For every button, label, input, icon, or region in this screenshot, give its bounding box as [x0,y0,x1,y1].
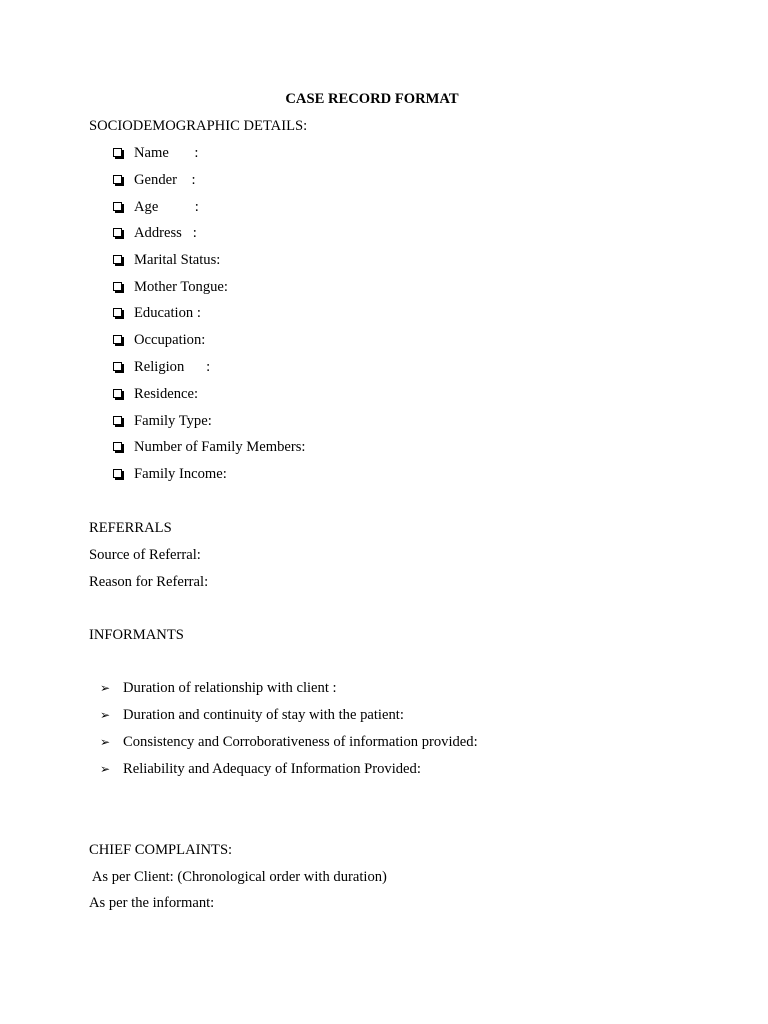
arrow-bullet-icon: ➢ [100,708,111,722]
document-title: CASE RECORD FORMAT [285,91,459,107]
source-of-referral: Source of Referral: [89,547,201,563]
checkbox-square-icon [113,362,122,371]
as-per-client: As per Client: (Chronological order with duration) [89,869,387,885]
checkbox-square-icon [113,442,122,451]
checkbox-square-icon [113,389,122,398]
list-item-label: Mother Tongue: [134,279,228,295]
list-item [111,305,201,325]
list-item [111,145,199,165]
list-item-label: Reliability and Adequacy of Information Provided: [123,761,421,777]
list-item [111,172,196,192]
list-item [100,761,421,829]
list-item [111,466,227,486]
checkbox-square-icon [113,416,122,425]
list-item [111,332,206,352]
sociodemographic-heading: SOCIODEMOGRAPHIC DETAILS: [89,118,308,134]
arrow-bullet-icon: ➢ [100,735,111,749]
list-item [111,279,228,299]
list-item-label: Consistency and Corroborativeness of information provided: [123,734,478,750]
list-item [111,225,197,245]
checkbox-square-icon [113,228,122,237]
list-item [111,413,212,433]
checkbox-square-icon [113,148,122,157]
checkbox-square-icon [113,202,122,211]
list-item-label: Family Income: [134,466,227,482]
list-item-label: Gender : [134,172,196,188]
checkbox-square-icon [113,469,122,478]
list-item-label: Occupation: [134,332,206,348]
list-item-label: Address : [134,225,197,241]
checkbox-square-icon [113,308,122,317]
list-item-label: Education : [134,305,201,321]
as-per-informant: As per the informant: [89,895,215,911]
list-item-label: Duration of relationship with client : [123,680,337,696]
checkbox-square-icon [113,175,122,184]
list-item-label: Duration and continuity of stay with the patient: [123,707,404,723]
checkbox-square-icon [113,335,122,344]
list-item [111,359,211,379]
checkbox-square-icon [113,255,122,264]
list-item-label: Religion : [134,359,211,375]
list-item-label: Residence: [134,386,199,402]
list-item-label: Name : [134,145,199,161]
arrow-bullet-icon: ➢ [100,681,111,695]
list-item-label: Age : [134,199,199,215]
reason-for-referral: Reason for Referral: [89,574,209,590]
list-item-label: Number of Family Members: [134,439,306,455]
list-item-label: Family Type: [134,413,212,429]
referrals-heading: REFERRALS [89,520,172,536]
list-item [111,199,199,219]
list-item [111,386,199,406]
list-item-label: Marital Status: [134,252,221,268]
arrow-bullet-icon: ➢ [100,762,111,776]
chief-complaints-heading: CHIEF COMPLAINTS: [89,842,233,858]
informants-heading: INFORMANTS [89,627,184,643]
checkbox-square-icon [113,282,122,291]
list-item [111,439,306,459]
list-item [111,252,221,272]
